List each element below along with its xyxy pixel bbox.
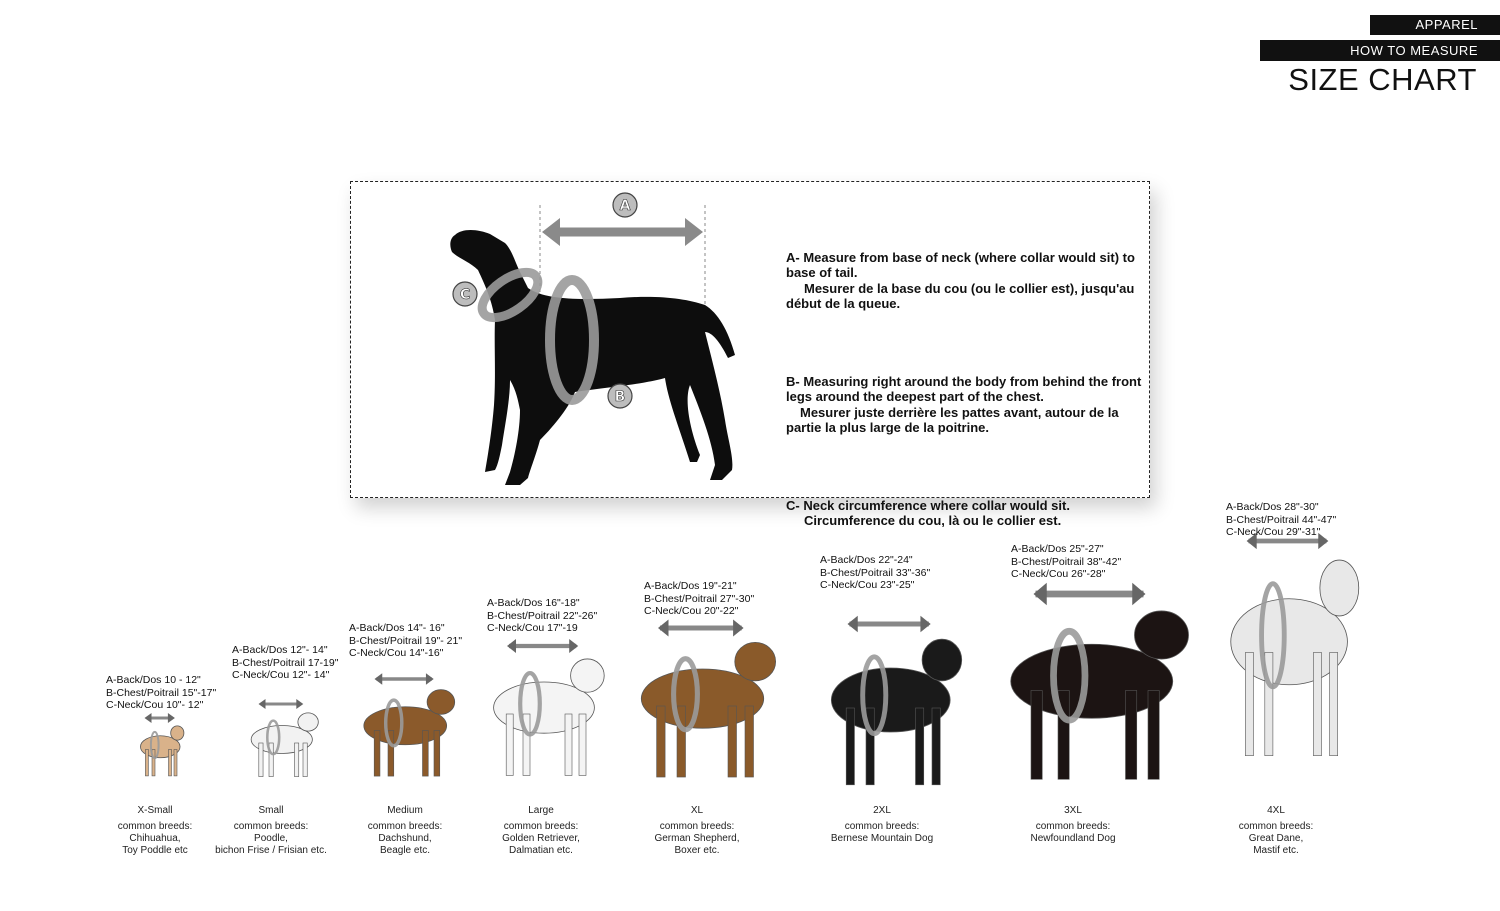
size-name: X-Small bbox=[137, 805, 173, 816]
page-title: SIZE CHART bbox=[1288, 62, 1477, 97]
instruction-c-en: C- Neck circumference where collar would sit. bbox=[786, 497, 1070, 513]
breeds-line-1: Newfoundland Dog bbox=[1030, 833, 1116, 844]
breeds-line-1: Poodle, bbox=[254, 833, 288, 844]
size-name: 4XL bbox=[1267, 805, 1285, 816]
breeds-line-1: Chihuahua, bbox=[129, 833, 181, 844]
measurement-back: A-Back/Dos 12"- 14" bbox=[232, 644, 328, 656]
measurement-chest: B-Chest/Poitrail 22"-26" bbox=[487, 609, 598, 622]
breeds-line-2: Dalmatian etc. bbox=[509, 845, 573, 856]
instruction-b bbox=[786, 358, 1146, 451]
measurement-chest: B-Chest/Poitrail 27"-30" bbox=[644, 592, 755, 605]
measurement-chest: B-Chest/Poitrail 38"-42" bbox=[1011, 555, 1122, 568]
breeds-line-2: Mastif etc. bbox=[1253, 845, 1299, 856]
instruction-b-en: B- Measuring right around the body from behind the front legs around the deepest part of the chest. bbox=[786, 373, 1142, 404]
size-label-block bbox=[807, 805, 957, 845]
back-arrow-left-head bbox=[542, 218, 560, 246]
measurement-neck: C-Neck/Cou 23"-25" bbox=[820, 579, 915, 591]
measurement-back: A-Back/Dos 25"-27" bbox=[1011, 543, 1104, 555]
measurement-chest: B-Chest/Poitrail 19"- 21" bbox=[349, 634, 463, 647]
size-dog-figure bbox=[494, 639, 605, 775]
size-label-block bbox=[330, 805, 480, 857]
measurement-back: A-Back/Dos 22"-24" bbox=[820, 554, 913, 566]
breeds-line-1: German Shepherd, bbox=[654, 833, 740, 844]
measurement-back: A-Back/Dos 10 - 12" bbox=[106, 674, 201, 686]
measurement-back: A-Back/Dos 19"-21" bbox=[644, 580, 737, 592]
instruction-c bbox=[786, 482, 1146, 544]
size-measurements bbox=[487, 597, 597, 635]
size-dog-figure bbox=[1231, 533, 1359, 756]
breeds-line-2: Beagle etc. bbox=[379, 845, 431, 856]
measurement-neck: C-Neck/Cou 26"-28" bbox=[1011, 568, 1106, 580]
size-dog-figure bbox=[1011, 583, 1189, 780]
measurement-neck: C-Neck/Cou 17"-19 bbox=[487, 622, 578, 634]
size-measurements bbox=[820, 554, 930, 592]
measurement-instructions bbox=[786, 234, 1146, 575]
size-name: Medium bbox=[387, 805, 423, 816]
instruction-c-fr: Circumference du cou, là ou le collier est. bbox=[804, 513, 1062, 528]
breeds-line-2: Boxer etc. bbox=[674, 845, 720, 856]
measurement-chest: B-Chest/Poitrail 44"-47" bbox=[1226, 513, 1337, 526]
size-dog-figure bbox=[364, 673, 455, 776]
common-breeds-label: common breeds: bbox=[503, 821, 579, 832]
svg-text:B: B bbox=[614, 389, 626, 405]
instruction-a bbox=[786, 234, 1146, 327]
back-arrow-right-head bbox=[685, 218, 703, 246]
svg-text:A: A bbox=[619, 198, 631, 214]
measurement-chest: B-Chest/Poitrail 33"-36" bbox=[820, 566, 931, 579]
common-breeds-label: common breeds: bbox=[367, 821, 443, 832]
common-breeds-label: common breeds: bbox=[117, 821, 193, 832]
size-name: Large bbox=[528, 805, 554, 816]
size-measurements bbox=[349, 622, 462, 660]
instruction-a-en: A- Measure from base of neck (where collar would sit) to base of tail. bbox=[786, 249, 1135, 280]
size-dog-figure bbox=[641, 620, 775, 778]
size-dog-figure bbox=[831, 616, 961, 785]
size-dog-figure bbox=[140, 713, 183, 776]
instruction-b-fr: Mesurer juste derrière les pattes avant, autour de la partie la plus large de la poitrine. bbox=[786, 404, 1119, 435]
breeds-line-2: Toy Poddle etc bbox=[122, 845, 188, 856]
badge-a bbox=[613, 193, 637, 217]
size-label-block bbox=[466, 805, 616, 857]
measurement-neck: C-Neck/Cou 12"- 14" bbox=[232, 669, 330, 681]
breeds-line-1: Dachshund, bbox=[378, 833, 432, 844]
badge-c bbox=[453, 282, 477, 306]
measurement-neck: C-Neck/Cou 20"-22" bbox=[644, 605, 739, 617]
breeds-line-1: Bernese Mountain Dog bbox=[830, 833, 934, 844]
svg-text:C: C bbox=[459, 287, 471, 303]
size-dog-figure bbox=[251, 699, 318, 777]
breeds-line-1: Great Dane, bbox=[1248, 833, 1304, 844]
size-name: 2XL bbox=[873, 805, 891, 816]
size-measurements bbox=[1226, 501, 1336, 539]
breeds-line-2: bichon Frise / Frisian etc. bbox=[215, 845, 327, 856]
instruction-a-fr: Mesurer de la base du cou (ou le collier est), jusqu'au début de la queue. bbox=[786, 280, 1135, 311]
measurement-neck: C-Neck/Cou 14"-16" bbox=[349, 647, 444, 659]
common-breeds-label: common breeds: bbox=[1035, 821, 1111, 832]
size-label-block bbox=[998, 805, 1148, 845]
measurement-back: A-Back/Dos 16"-18" bbox=[487, 597, 580, 609]
apparel-tag: APPAREL bbox=[1370, 15, 1500, 35]
measurement-chest: B-Chest/Poitrail 15"-17" bbox=[106, 686, 217, 699]
size-measurements bbox=[644, 580, 754, 618]
measurement-back: A-Back/Dos 14"- 16" bbox=[349, 622, 445, 634]
measurement-neck: C-Neck/Cou 10"- 12" bbox=[106, 699, 204, 711]
breeds-line-1: Golden Retriever, bbox=[502, 833, 580, 844]
size-measurements bbox=[106, 674, 216, 712]
measurement-chest: B-Chest/Poitrail 17-19" bbox=[232, 656, 339, 669]
size-label-block bbox=[1201, 805, 1351, 857]
how-to-measure-tag: HOW TO MEASURE bbox=[1260, 40, 1500, 61]
size-label-block bbox=[622, 805, 772, 857]
common-breeds-label: common breeds: bbox=[844, 821, 920, 832]
size-measurements bbox=[232, 644, 338, 682]
measurement-neck: C-Neck/Cou 29"-31" bbox=[1226, 526, 1321, 538]
size-name: Small bbox=[258, 805, 284, 816]
size-label-block bbox=[196, 805, 346, 857]
badge-b bbox=[608, 384, 632, 408]
common-breeds-label: common breeds: bbox=[1238, 821, 1314, 832]
size-name: XL bbox=[690, 805, 704, 816]
common-breeds-label: common breeds: bbox=[233, 821, 309, 832]
common-breeds-label: common breeds: bbox=[659, 821, 735, 832]
size-name: 3XL bbox=[1064, 805, 1082, 816]
measurement-back: A-Back/Dos 28"-30" bbox=[1226, 501, 1319, 513]
size-measurements bbox=[1011, 543, 1121, 581]
